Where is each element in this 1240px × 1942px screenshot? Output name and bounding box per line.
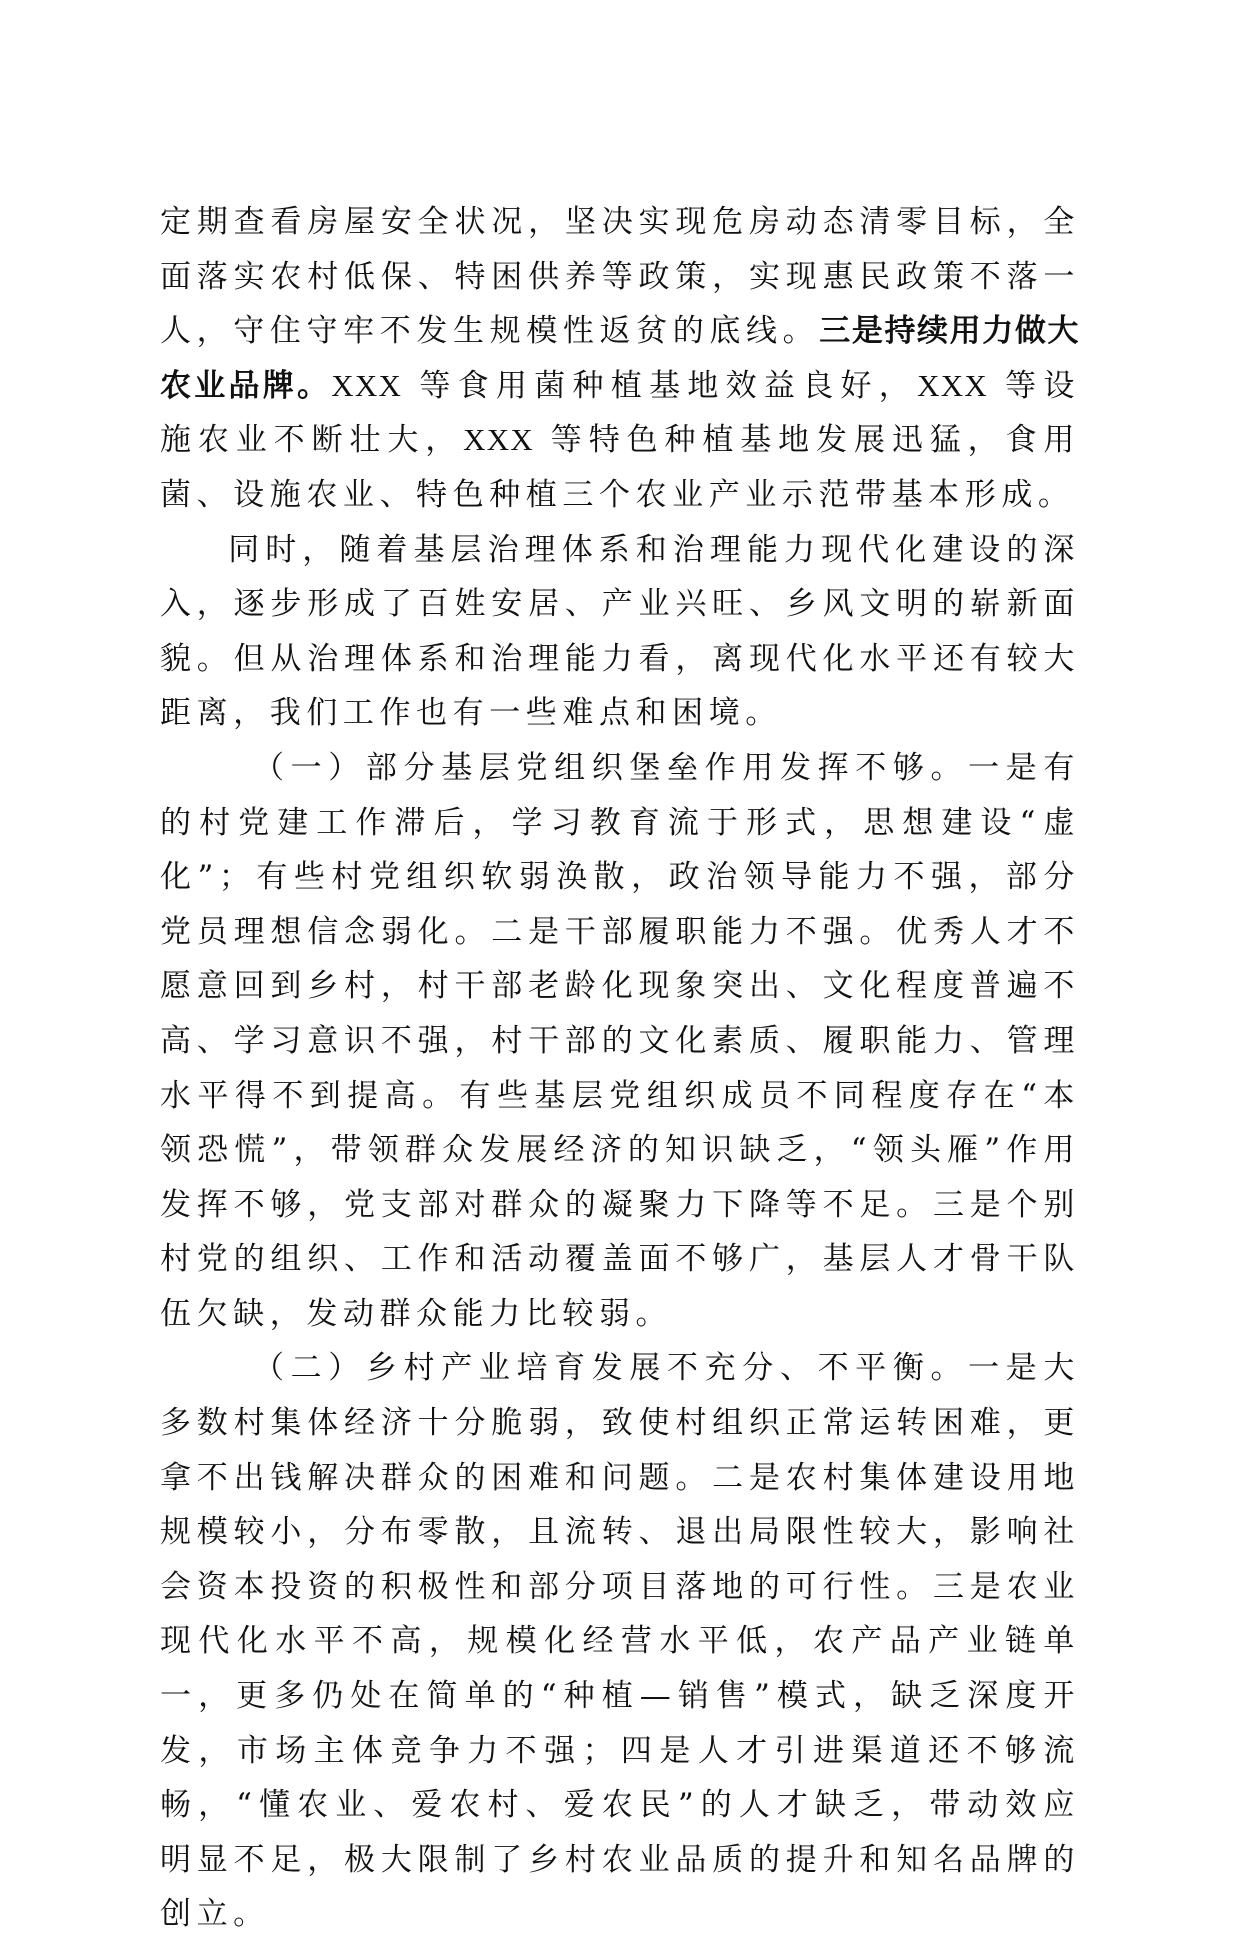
paragraph-text: 等特色种植基地发展迅猛，食用菌、设施农业、特色种植三个农业产业示范带基本形成。 <box>160 422 1080 513</box>
bold-heading-agri-brand: 三是持续用力做大农业品牌。 <box>160 313 1080 404</box>
paragraph-text: 等食用菌种植基地效益良好， <box>402 367 918 404</box>
paragraph-text: 等设施农业不断壮大， <box>160 367 1080 459</box>
paragraph-governance-intro: 同时，随着基层治理体系和治理能力现代化建设的深入，逐步形成了百姓安居、产业兴旺、乡风文明的崭新面貌。但从治理体系和治理能力看，离现代化水平还有较大距离，我们工作也有一些难点和困境。 <box>160 531 1080 732</box>
placeholder-name: XXX <box>917 367 988 403</box>
paragraph-poverty-and-brand <box>160 195 1080 523</box>
placeholder-name: XXX <box>463 422 535 458</box>
paragraph-rural-industry: （二）乡村产业培育发展不充分、不平衡。一是大多数村集体经济十分脆弱，致使村组织正常运转困难，更拿不出钱解决群众的困难和问题。二是农村集体建设用地规模较小，分布零散，且流转、退出局限性较大，影响社会资本投资的积极性和部分项目落地的可行性。三是农业现代化水平不高，规模化经营水平低，农产品产业链单一，更多仍处在简单的“种植—销售”模式，缺乏深度开发，市场主体竞争力不强；四是人才引进渠道还不够流畅，“懂农业、爱农村、爱农民”的人才缺乏，带动效应明显不足，极大限制了乡村农业品质的提升和知名品牌的创立。 <box>160 1350 1080 1933</box>
paragraph-party-organization: （一）部分基层党组织堡垒作用发挥不够。一是有的村党建工作滞后，学习教育流于形式，思想建设“虚化”；有些村党组织软弱涣散，政治领导能力不强，部分党员理想信念弱化。二是干部履职能力不强。优秀人才不愿意回到乡村，村干部老龄化现象突出、文化程度普遍不高、学习意识不强，村干部的文化素质、履职能力、管理水平得不到提高。有些基层党组织成员不同程度存在“本领恐慌”，带领群众发展经济的知识缺乏，“领头雁”作用发挥不够，党支部对群众的凝聚力下降等不足。三是个别村党的组织、工作和活动覆盖面不够广，基层人才骨干队伍欠缺，发动群众能力比较弱。 <box>160 749 1080 1332</box>
document-body <box>160 195 1080 1942</box>
placeholder-name: XXX <box>331 367 403 403</box>
paragraph-text: 定期查看房屋安全状况，坚决实现危房动态清零目标，全面落实农村低保、特困供养等政策，实现惠民政策不落一人，守住守牢不发生规模性返贫的底线。 <box>160 204 1080 350</box>
